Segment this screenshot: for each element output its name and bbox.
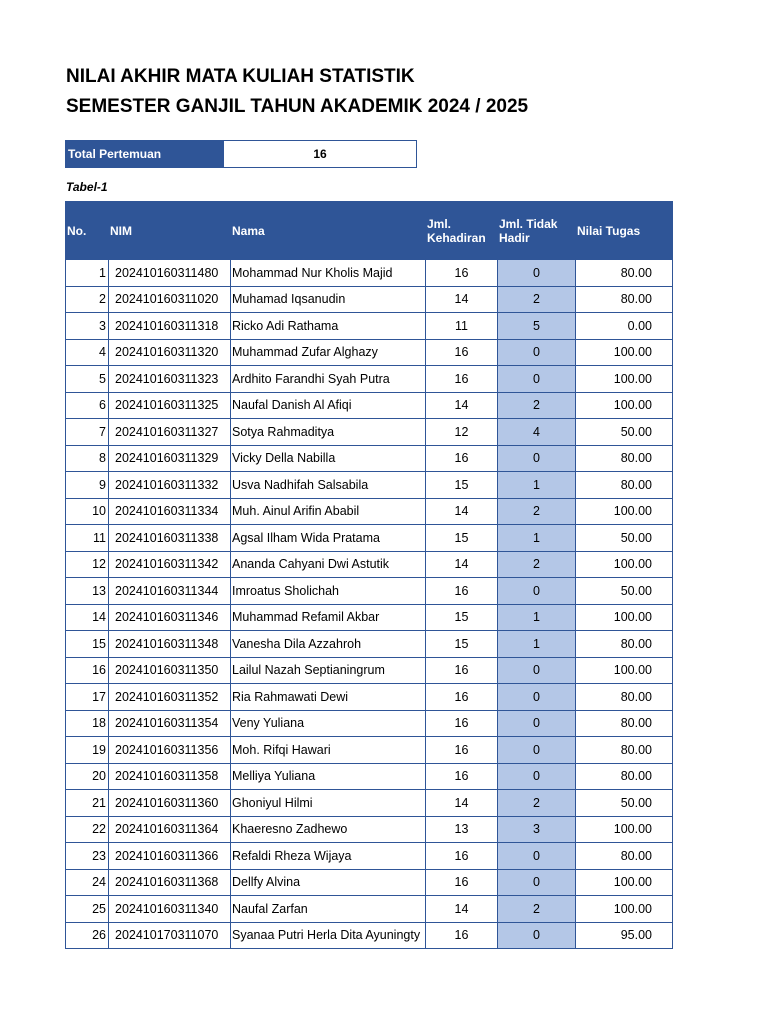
cell-nilai-tugas[interactable]: 100.00 (576, 896, 673, 923)
cell-no[interactable]: 2 (66, 286, 109, 313)
cell-kehadiran[interactable]: 16 (426, 737, 498, 764)
cell-nama[interactable]: Dellfy Alvina (231, 869, 426, 896)
grades-table (65, 201, 673, 949)
cell-nama[interactable]: Naufal Zarfan (231, 896, 426, 923)
cell-nama[interactable]: Muhammad Refamil Akbar (231, 604, 426, 631)
cell-nim[interactable]: 202410160311360 (109, 790, 231, 817)
cell-kehadiran[interactable]: 14 (426, 286, 498, 313)
cell-no[interactable]: 10 (66, 498, 109, 525)
table-row (66, 843, 673, 870)
cell-tidak-hadir[interactable]: 0 (498, 684, 576, 711)
cell-tidak-hadir[interactable]: 0 (498, 710, 576, 737)
column-header-kehadiran: Jml. Kehadiran (426, 202, 498, 260)
cell-nim[interactable]: 202410160311318 (109, 313, 231, 340)
table-row (66, 366, 673, 393)
cell-no[interactable]: 19 (66, 737, 109, 764)
column-header-tidak-hadir: Jml. Tidak Hadir (498, 202, 576, 260)
cell-kehadiran[interactable]: 16 (426, 843, 498, 870)
total-meetings-label: Total Pertemuan (66, 141, 224, 168)
cell-kehadiran[interactable]: 16 (426, 445, 498, 472)
cell-nim[interactable]: 202410160311323 (109, 366, 231, 393)
cell-nama[interactable]: Lailul Nazah Septianingrum (231, 657, 426, 684)
cell-nim[interactable]: 202410160311342 (109, 551, 231, 578)
cell-nilai-tugas[interactable]: 80.00 (576, 631, 673, 658)
cell-no[interactable]: 7 (66, 419, 109, 446)
cell-kehadiran[interactable]: 14 (426, 392, 498, 419)
cell-nim[interactable]: 202410160311364 (109, 816, 231, 843)
cell-nim[interactable]: 202410160311320 (109, 339, 231, 366)
page-title: NILAI AKHIR MATA KULIAH STATISTIK (66, 66, 415, 87)
table-row (66, 657, 673, 684)
table-row (66, 445, 673, 472)
cell-kehadiran[interactable]: 16 (426, 763, 498, 790)
cell-nilai-tugas[interactable]: 100.00 (576, 869, 673, 896)
cell-kehadiran[interactable]: 16 (426, 710, 498, 737)
cell-nama[interactable]: Muhamad Iqsanudin (231, 286, 426, 313)
cell-nim[interactable]: 202410160311325 (109, 392, 231, 419)
cell-kehadiran[interactable]: 15 (426, 604, 498, 631)
cell-tidak-hadir[interactable]: 0 (498, 366, 576, 393)
table-row (66, 631, 673, 658)
table-row (66, 737, 673, 764)
cell-nama[interactable]: Muh. Ainul Arifin Ababil (231, 498, 426, 525)
column-header-nim: NIM (109, 202, 231, 260)
table-row (66, 896, 673, 923)
table-row (66, 684, 673, 711)
table-header-row (66, 202, 673, 260)
cell-nilai-tugas[interactable]: 80.00 (576, 472, 673, 499)
cell-nama[interactable]: Vicky Della Nabilla (231, 445, 426, 472)
cell-no[interactable]: 9 (66, 472, 109, 499)
column-header-no: No. (66, 202, 109, 260)
cell-tidak-hadir[interactable]: 1 (498, 472, 576, 499)
cell-nim[interactable]: 202410160311358 (109, 763, 231, 790)
cell-kehadiran[interactable]: 16 (426, 339, 498, 366)
cell-nama[interactable]: Vanesha Dila Azzahroh (231, 631, 426, 658)
cell-nama[interactable]: Mohammad Nur Kholis Majid (231, 260, 426, 287)
cell-no[interactable]: 18 (66, 710, 109, 737)
table-row (66, 578, 673, 605)
table-row (66, 260, 673, 287)
cell-kehadiran[interactable]: 16 (426, 366, 498, 393)
cell-tidak-hadir[interactable]: 0 (498, 260, 576, 287)
cell-nim[interactable]: 202410160311366 (109, 843, 231, 870)
cell-nama[interactable]: Imroatus Sholichah (231, 578, 426, 605)
cell-nim[interactable]: 202410160311368 (109, 869, 231, 896)
cell-no[interactable]: 12 (66, 551, 109, 578)
cell-kehadiran[interactable]: 16 (426, 260, 498, 287)
table-row (66, 339, 673, 366)
cell-nim[interactable]: 202410160311332 (109, 472, 231, 499)
cell-tidak-hadir[interactable]: 2 (498, 896, 576, 923)
cell-no[interactable]: 11 (66, 525, 109, 552)
table-row (66, 498, 673, 525)
cell-kehadiran[interactable]: 11 (426, 313, 498, 340)
cell-nim[interactable]: 202410170311070 (109, 922, 231, 949)
cell-nama[interactable]: Naufal Danish Al Afiqi (231, 392, 426, 419)
cell-nama[interactable]: Melliya Yuliana (231, 763, 426, 790)
table-row (66, 313, 673, 340)
cell-nilai-tugas[interactable]: 100.00 (576, 339, 673, 366)
cell-no[interactable]: 22 (66, 816, 109, 843)
cell-nama[interactable]: Refaldi Rheza Wijaya (231, 843, 426, 870)
cell-nama[interactable]: Ria Rahmawati Dewi (231, 684, 426, 711)
cell-nama[interactable]: Sotya Rahmaditya (231, 419, 426, 446)
cell-tidak-hadir[interactable]: 0 (498, 737, 576, 764)
cell-no[interactable]: 26 (66, 922, 109, 949)
cell-no[interactable]: 1 (66, 260, 109, 287)
cell-tidak-hadir[interactable]: 2 (498, 790, 576, 817)
table-row (66, 286, 673, 313)
cell-kehadiran[interactable]: 14 (426, 498, 498, 525)
cell-nama[interactable]: Ardhito Farandhi Syah Putra (231, 366, 426, 393)
table-row (66, 472, 673, 499)
cell-no[interactable]: 13 (66, 578, 109, 605)
table-row (66, 816, 673, 843)
cell-no[interactable]: 15 (66, 631, 109, 658)
cell-nama[interactable]: Veny Yuliana (231, 710, 426, 737)
cell-no[interactable]: 6 (66, 392, 109, 419)
cell-nim[interactable]: 202410160311334 (109, 498, 231, 525)
cell-nilai-tugas[interactable]: 50.00 (576, 578, 673, 605)
cell-no[interactable]: 14 (66, 604, 109, 631)
cell-nilai-tugas[interactable]: 80.00 (576, 445, 673, 472)
cell-nilai-tugas[interactable]: 95.00 (576, 922, 673, 949)
cell-nilai-tugas[interactable]: 100.00 (576, 657, 673, 684)
cell-kehadiran[interactable]: 12 (426, 419, 498, 446)
cell-kehadiran[interactable]: 14 (426, 551, 498, 578)
cell-kehadiran[interactable]: 16 (426, 684, 498, 711)
cell-nilai-tugas[interactable]: 50.00 (576, 790, 673, 817)
cell-nama[interactable]: Moh. Rifqi Hawari (231, 737, 426, 764)
column-header-nama: Nama (231, 202, 426, 260)
cell-nama[interactable]: Khaeresno Zadhewo (231, 816, 426, 843)
cell-nama[interactable]: Ghoniyul Hilmi (231, 790, 426, 817)
cell-nilai-tugas[interactable]: 80.00 (576, 763, 673, 790)
cell-nama[interactable]: Usva Nadhifah Salsabila (231, 472, 426, 499)
table-row (66, 790, 673, 817)
cell-tidak-hadir[interactable]: 5 (498, 313, 576, 340)
cell-no[interactable]: 16 (66, 657, 109, 684)
cell-nilai-tugas[interactable]: 80.00 (576, 260, 673, 287)
cell-nim[interactable]: 202410160311348 (109, 631, 231, 658)
cell-kehadiran[interactable]: 14 (426, 790, 498, 817)
cell-tidak-hadir[interactable]: 1 (498, 604, 576, 631)
cell-nilai-tugas[interactable]: 100.00 (576, 498, 673, 525)
cell-no[interactable]: 3 (66, 313, 109, 340)
cell-nilai-tugas[interactable]: 80.00 (576, 684, 673, 711)
cell-nim[interactable]: 202410160311352 (109, 684, 231, 711)
cell-nim[interactable]: 202410160311346 (109, 604, 231, 631)
cell-no[interactable]: 4 (66, 339, 109, 366)
cell-tidak-hadir[interactable]: 1 (498, 525, 576, 552)
cell-nim[interactable]: 202410160311480 (109, 260, 231, 287)
cell-kehadiran[interactable]: 16 (426, 657, 498, 684)
cell-tidak-hadir[interactable]: 1 (498, 631, 576, 658)
total-meetings-value[interactable]: 16 (224, 141, 417, 168)
table-row (66, 525, 673, 552)
cell-nilai-tugas[interactable]: 80.00 (576, 843, 673, 870)
grades-table-body (66, 260, 673, 949)
cell-nilai-tugas[interactable]: 100.00 (576, 816, 673, 843)
table-row (66, 869, 673, 896)
cell-no[interactable]: 21 (66, 790, 109, 817)
cell-no[interactable]: 17 (66, 684, 109, 711)
table-caption: Tabel-1 (66, 180, 108, 194)
cell-nim[interactable]: 202410160311338 (109, 525, 231, 552)
cell-tidak-hadir[interactable]: 0 (498, 578, 576, 605)
table-row (66, 922, 673, 949)
cell-nim[interactable]: 202410160311327 (109, 419, 231, 446)
cell-tidak-hadir[interactable]: 0 (498, 763, 576, 790)
cell-no[interactable]: 24 (66, 869, 109, 896)
cell-nilai-tugas[interactable]: 80.00 (576, 286, 673, 313)
cell-nilai-tugas[interactable]: 100.00 (576, 604, 673, 631)
cell-kehadiran[interactable]: 15 (426, 525, 498, 552)
cell-nim[interactable]: 202410160311344 (109, 578, 231, 605)
column-header-nilai-tugas: Nilai Tugas (576, 202, 673, 260)
cell-kehadiran[interactable]: 16 (426, 578, 498, 605)
cell-tidak-hadir[interactable]: 2 (498, 498, 576, 525)
cell-no[interactable]: 23 (66, 843, 109, 870)
cell-tidak-hadir[interactable]: 2 (498, 551, 576, 578)
cell-nama[interactable]: Ananda Cahyani Dwi Astutik (231, 551, 426, 578)
cell-nama[interactable]: Agsal Ilham Wida Pratama (231, 525, 426, 552)
cell-tidak-hadir[interactable]: 0 (498, 869, 576, 896)
cell-no[interactable]: 5 (66, 366, 109, 393)
summary-table (65, 140, 417, 168)
cell-tidak-hadir[interactable]: 2 (498, 286, 576, 313)
cell-kehadiran[interactable]: 16 (426, 922, 498, 949)
cell-tidak-hadir[interactable]: 4 (498, 419, 576, 446)
cell-nilai-tugas[interactable]: 100.00 (576, 551, 673, 578)
cell-tidak-hadir[interactable]: 0 (498, 657, 576, 684)
table-row (66, 392, 673, 419)
page-subtitle: SEMESTER GANJIL TAHUN AKADEMIK 2024 / 2025 (66, 96, 529, 117)
cell-nim[interactable]: 202410160311329 (109, 445, 231, 472)
cell-kehadiran[interactable]: 15 (426, 631, 498, 658)
cell-no[interactable]: 8 (66, 445, 109, 472)
cell-tidak-hadir[interactable]: 0 (498, 445, 576, 472)
cell-nim[interactable]: 202410160311354 (109, 710, 231, 737)
cell-kehadiran[interactable]: 16 (426, 869, 498, 896)
cell-nama[interactable]: Muhammad Zufar Alghazy (231, 339, 426, 366)
cell-tidak-hadir[interactable]: 0 (498, 843, 576, 870)
cell-kehadiran[interactable]: 13 (426, 816, 498, 843)
cell-nama[interactable]: Ricko Adi Rathama (231, 313, 426, 340)
cell-tidak-hadir[interactable]: 0 (498, 922, 576, 949)
cell-nilai-tugas[interactable]: 100.00 (576, 392, 673, 419)
cell-nilai-tugas[interactable]: 50.00 (576, 419, 673, 446)
cell-nim[interactable]: 202410160311340 (109, 896, 231, 923)
cell-tidak-hadir[interactable]: 2 (498, 392, 576, 419)
cell-nilai-tugas[interactable]: 80.00 (576, 737, 673, 764)
cell-no[interactable]: 25 (66, 896, 109, 923)
cell-tidak-hadir[interactable]: 0 (498, 339, 576, 366)
cell-nilai-tugas[interactable]: 100.00 (576, 366, 673, 393)
table-row (66, 419, 673, 446)
cell-kehadiran[interactable]: 14 (426, 896, 498, 923)
cell-nilai-tugas[interactable]: 0.00 (576, 313, 673, 340)
cell-kehadiran[interactable]: 15 (426, 472, 498, 499)
cell-nilai-tugas[interactable]: 50.00 (576, 525, 673, 552)
table-row (66, 604, 673, 631)
cell-no[interactable]: 20 (66, 763, 109, 790)
cell-nim[interactable]: 202410160311356 (109, 737, 231, 764)
table-row (66, 710, 673, 737)
cell-nim[interactable]: 202410160311350 (109, 657, 231, 684)
cell-nilai-tugas[interactable]: 80.00 (576, 710, 673, 737)
cell-nama[interactable]: Syanaa Putri Herla Dita Ayuningty (231, 922, 426, 949)
cell-nim[interactable]: 202410160311020 (109, 286, 231, 313)
cell-tidak-hadir[interactable]: 3 (498, 816, 576, 843)
table-row (66, 763, 673, 790)
table-row (66, 551, 673, 578)
